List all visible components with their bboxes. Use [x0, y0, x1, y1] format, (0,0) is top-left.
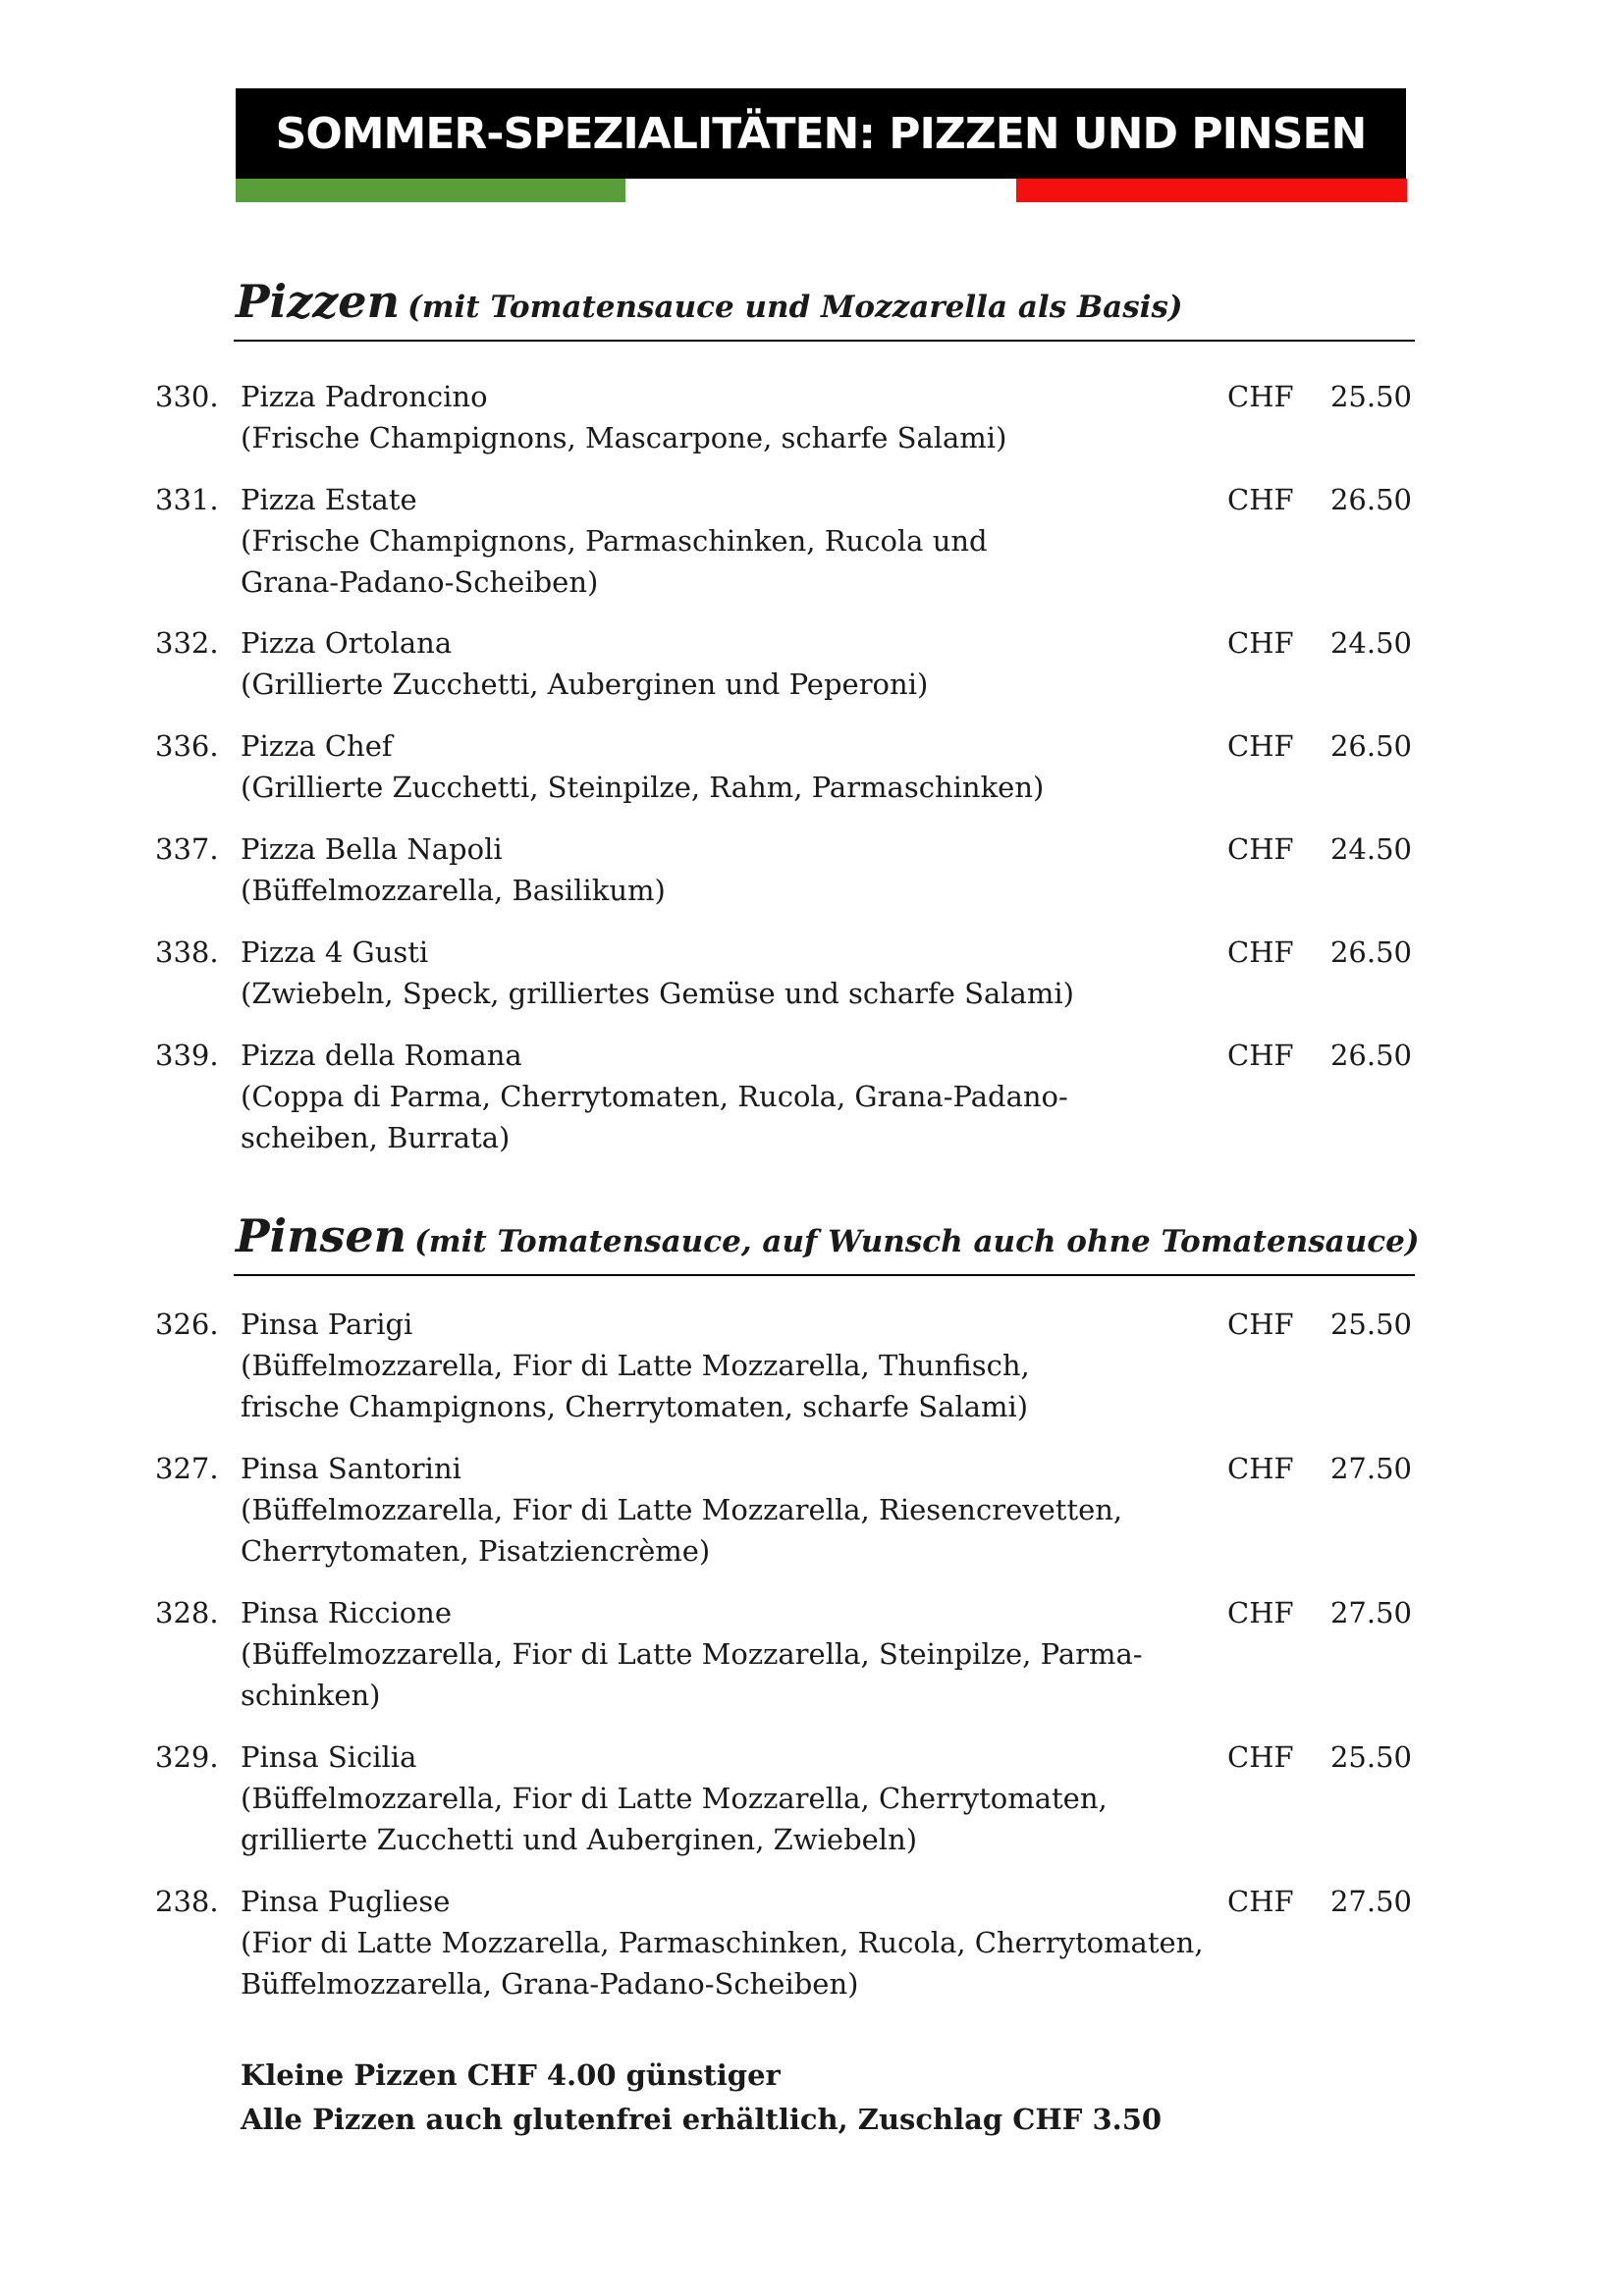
item-name: Pinsa Riccione — [241, 1596, 453, 1629]
item-number: 238. — [155, 1885, 219, 1918]
item-currency: CHF — [1227, 1885, 1294, 1918]
pinsen-heading — [236, 1209, 1420, 1262]
item-name: Pinsa Parigi — [241, 1308, 413, 1341]
item-description-line: Büffelmozzarella, Grana-Padano-Scheiben) — [241, 1967, 859, 2001]
note-small-pizzas: Kleine Pizzen CHF 4.00 günstiger — [241, 2058, 781, 2092]
item-price: 26.50 — [1329, 935, 1412, 969]
item-number: 327. — [155, 1452, 219, 1485]
pizzen-divider — [234, 340, 1415, 342]
item-description — [241, 973, 1154, 1014]
item-name: Pizza Ortolana — [241, 626, 453, 660]
item-number: 329. — [155, 1740, 219, 1774]
item-name: Pizza della Romana — [241, 1039, 522, 1072]
item-name: Pizza Chef — [241, 729, 393, 763]
item-description — [241, 1345, 1154, 1427]
item-price: 26.50 — [1329, 483, 1412, 516]
item-currency: CHF — [1227, 626, 1294, 660]
item-description-line: (Büffelmozzarella, Basilikum) — [241, 874, 666, 907]
green-stripe — [236, 179, 625, 202]
item-price: 27.50 — [1329, 1596, 1412, 1629]
item-description — [241, 767, 1154, 808]
item-number: 328. — [155, 1596, 219, 1629]
banner-title: SOMMER-SPEZIALITÄTEN: PIZZEN UND PINSEN — [275, 108, 1367, 159]
item-description — [241, 870, 1154, 911]
item-price: 27.50 — [1329, 1452, 1412, 1485]
item-name: Pinsa Sicilia — [241, 1740, 417, 1774]
item-description — [241, 520, 1154, 603]
note-gluten-free: Alle Pizzen auch glutenfrei erhältlich, Zuschlag CHF 3.50 — [241, 2103, 1163, 2136]
item-description-line: (Frische Champignons, Parmaschinken, Rucola und — [241, 524, 988, 558]
item-currency: CHF — [1227, 483, 1294, 516]
item-price: 27.50 — [1329, 1885, 1412, 1918]
item-currency: CHF — [1227, 729, 1294, 763]
item-description-line: (Büffelmozzarella, Fior di Latte Mozzarella, Cherrytomaten, — [241, 1782, 1108, 1815]
item-description-line: Cherrytomaten, Pisatziencrème) — [241, 1534, 711, 1568]
item-name: Pizza Padroncino — [241, 380, 488, 413]
item-number: 336. — [155, 729, 219, 763]
item-currency: CHF — [1227, 1596, 1294, 1629]
item-description-line: (Grillierte Zucchetti, Auberginen und Peperoni) — [241, 667, 929, 701]
red-stripe — [1016, 179, 1407, 202]
item-price: 25.50 — [1329, 1308, 1412, 1341]
item-name: Pizza Estate — [241, 483, 417, 516]
pizzen-title: Pizzen — [236, 275, 401, 328]
item-description-line: (Coppa di Parma, Cherrytomaten, Rucola, Grana-Padano- — [241, 1080, 1068, 1113]
item-description — [241, 1778, 1154, 1860]
item-name: Pizza Bella Napoli — [241, 832, 503, 866]
item-number: 326. — [155, 1308, 219, 1341]
pinsen-divider — [234, 1274, 1415, 1276]
item-price: 26.50 — [1329, 1039, 1412, 1072]
item-description-line: (Zwiebeln, Speck, grilliertes Gemüse und scharfe Salami) — [241, 977, 1074, 1010]
item-description — [241, 1922, 1204, 2004]
item-price: 25.50 — [1329, 1740, 1412, 1774]
item-description — [241, 417, 1154, 458]
item-currency: CHF — [1227, 1308, 1294, 1341]
pizzen-subtitle: (mit Tomatensauce und Mozzarella als Basis) — [407, 290, 1183, 325]
item-description-line: frische Champignons, Cherrytomaten, scharfe Salami) — [241, 1390, 1029, 1423]
menu-banner — [236, 88, 1406, 179]
item-description — [241, 1076, 1154, 1158]
item-description-line: (Büffelmozzarella, Fior di Latte Mozzarella, Steinpilze, Parma- — [241, 1637, 1143, 1671]
item-currency: CHF — [1227, 832, 1294, 866]
pinsen-title: Pinsen — [236, 1209, 407, 1262]
item-description-line: (Grillierte Zucchetti, Steinpilze, Rahm, Parmaschinken) — [241, 771, 1045, 804]
item-description-line: scheiben, Burrata) — [241, 1121, 511, 1154]
item-description-line: Grana-Padano-Scheiben) — [241, 565, 599, 599]
item-price: 25.50 — [1329, 380, 1412, 413]
item-description — [241, 1489, 1154, 1572]
item-currency: CHF — [1227, 380, 1294, 413]
item-number: 337. — [155, 832, 219, 866]
item-currency: CHF — [1227, 1452, 1294, 1485]
item-currency: CHF — [1227, 935, 1294, 969]
item-description-line: grillierte Zucchetti und Auberginen, Zwiebeln) — [241, 1823, 918, 1856]
item-price: 26.50 — [1329, 729, 1412, 763]
item-description-line: (Frische Champignons, Mascarpone, scharfe Salami) — [241, 421, 1007, 454]
item-currency: CHF — [1227, 1039, 1294, 1072]
item-number: 332. — [155, 626, 219, 660]
item-currency: CHF — [1227, 1740, 1294, 1774]
item-description-line: (Büffelmozzarella, Fior di Latte Mozzarella, Thunfisch, — [241, 1349, 1030, 1382]
item-name: Pinsa Santorini — [241, 1452, 461, 1485]
item-description — [241, 664, 1154, 705]
item-number: 338. — [155, 935, 219, 969]
item-description-line: (Fior di Latte Mozzarella, Parmaschinken, Rucola, Cherrytomaten, — [241, 1926, 1204, 1959]
item-name: Pinsa Pugliese — [241, 1885, 451, 1918]
item-price: 24.50 — [1329, 832, 1412, 866]
pizzen-heading — [236, 275, 1414, 328]
item-number: 331. — [155, 483, 219, 516]
item-price: 24.50 — [1329, 626, 1412, 660]
item-name: Pizza 4 Gusti — [241, 935, 429, 969]
item-description — [241, 1633, 1154, 1716]
item-number: 330. — [155, 380, 219, 413]
item-number: 339. — [155, 1039, 219, 1072]
item-description-line: schinken) — [241, 1679, 381, 1712]
pinsen-subtitle: (mit Tomatensauce, auf Wunsch auch ohne Tomatensauce) — [414, 1224, 1420, 1259]
item-description-line: (Büffelmozzarella, Fior di Latte Mozzarella, Riesencrevetten, — [241, 1493, 1123, 1526]
